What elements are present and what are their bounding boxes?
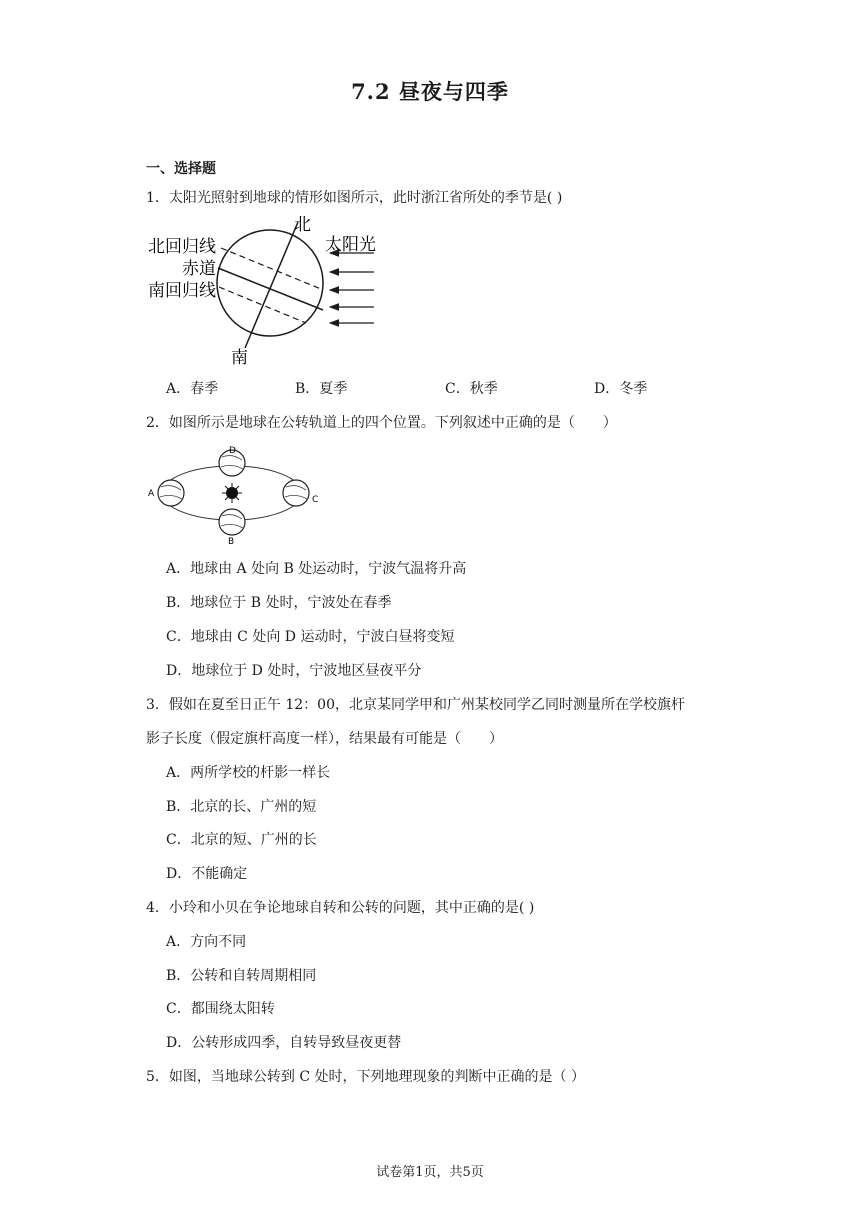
q2-option-c: C．地球由 C 处向 D 运动时，宁波白昼将变短 (166, 629, 455, 645)
position-d-label: D (229, 446, 236, 456)
tropic-of-capricorn-label: 南回归线 (148, 281, 216, 301)
q2-option-b: B．地球位于 B 处时，宁波处在春季 (166, 595, 392, 611)
question-4-stem: 4．小玲和小贝在争论地球自转和公转的问题，其中正确的是( ) (146, 900, 535, 916)
equator-line (218, 268, 323, 310)
section-heading: 一、选择题 (146, 161, 216, 177)
q3-option-c: C．北京的短、广州的长 (166, 832, 317, 848)
position-a-label: A (148, 489, 155, 499)
q3-option-d: D．不能确定 (166, 866, 248, 882)
q4-option-a: A．方向不同 (166, 934, 247, 950)
question-3-stem-line1: 3．假如在夏至日正午 12：00，北京某同学甲和广州某校同学乙同时测量所在学校旗杆 (146, 697, 685, 713)
q1-option-c: C．秋季 (445, 381, 498, 397)
q4-option-c: C．都围绕太阳转 (166, 1001, 275, 1017)
question-1-stem: 1．太阳光照射到地球的情形如图所示，此时浙江省所处的季节是( ) (146, 190, 563, 206)
page-title: 7.2 昼夜与四季 (351, 79, 509, 104)
earth-axis (245, 222, 298, 348)
question-1-figure (146, 210, 396, 370)
question-5-stem: 5．如图，当地球公转到 C 处时，下列地理现象的判断中正确的是（ ） (146, 1069, 585, 1085)
earth-position-a (158, 480, 184, 506)
position-b-label: B (228, 537, 235, 546)
north-label: 北 (294, 215, 311, 235)
q1-option-d: D．冬季 (594, 381, 648, 397)
page-footer: 试卷第1页，共5页 (376, 1165, 484, 1180)
sunlight-label: 太阳光 (325, 235, 376, 255)
q3-option-a: A．两所学校的杆影一样长 (166, 765, 331, 781)
q2-option-a: A．地球由 A 处向 B 处运动时，宁波气温将升高 (166, 561, 467, 577)
question-2-stem: 2．如图所示是地球在公转轨道上的四个位置。下列叙述中正确的是（ ） (146, 415, 617, 431)
question-3-stem-line2: 影子长度（假定旗杆高度一样），结果最有可能是（ ） (146, 731, 503, 747)
q1-option-b: B．夏季 (295, 381, 348, 397)
q3-option-b: B．北京的长、广州的短 (166, 799, 317, 815)
earth-position-c (283, 480, 309, 506)
q2-option-d: D．地球位于 D 处时，宁波地区昼夜平分 (166, 663, 422, 679)
q1-option-a: A．春季 (166, 381, 219, 397)
tropic-of-cancer-label: 北回归线 (148, 237, 216, 257)
south-label: 南 (231, 348, 248, 368)
equator-label: 赤道 (182, 259, 216, 279)
q4-option-d: D．公转形成四季，自转导致昼夜更替 (166, 1035, 402, 1051)
position-c-label: C (312, 495, 319, 505)
q4-option-b: B．公转和自转周期相同 (166, 968, 317, 984)
tropic-of-cancer-line (221, 248, 321, 289)
earth-position-b (219, 509, 245, 535)
question-2-figure (146, 443, 326, 546)
